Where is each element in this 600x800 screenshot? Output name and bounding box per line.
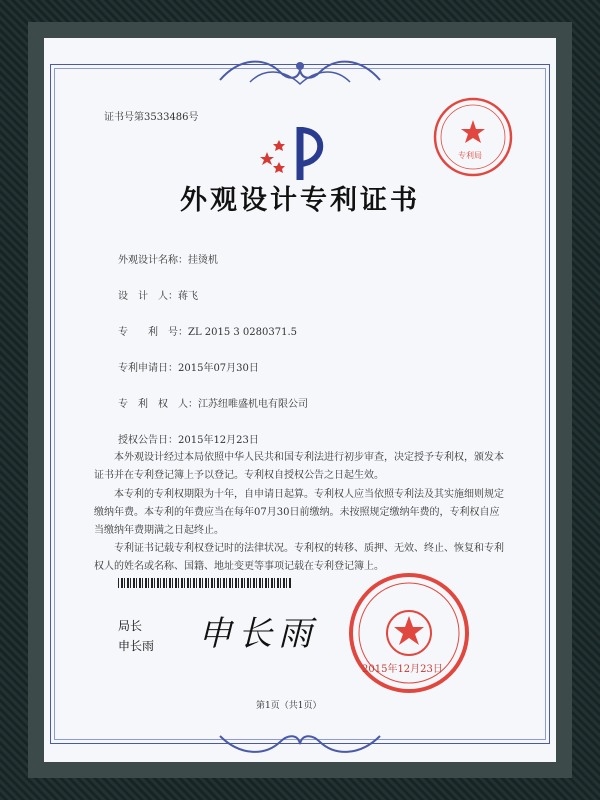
field-designer (118, 287, 198, 302)
field-label: 专 利 号： (118, 327, 188, 338)
body-paragraph-1: 本外观设计经过本局依照中华人民共和国专利法进行初步审查，决定授予专利权，颁发本证书并在专利登记簿上予以登记。专利权自授权公告之日起生效。 (94, 452, 504, 481)
director-name: 申长雨 (118, 639, 155, 653)
patent-office-logo-icon (255, 122, 335, 182)
field-patentee (118, 395, 308, 410)
body-paragraph-2: 本专利的专利权期限为十年，自申请日起算。专利权人应当依照专利法及其实施细则规定缴纳年费。本专利的年费应当在每年07月30日前缴纳。未按照规定缴纳年费的，专利权自应当缴纳年费期满之日起终止。 (94, 489, 504, 536)
seal-date: 2015年12月23日 (362, 664, 443, 675)
director-title: 局长 (118, 619, 143, 633)
field-label: 外观设计名称： (118, 255, 188, 266)
field-design-name (118, 251, 218, 266)
field-label: 授权公告日： (118, 435, 178, 446)
field-label: 设 计 人： (118, 291, 178, 302)
page-footer: 第1页（共1页） (256, 701, 322, 711)
small-seal-text: 专利局 (458, 151, 482, 160)
field-filing-date (118, 359, 259, 374)
field-value: ZL 2015 3 0280371.5 (188, 327, 298, 338)
certificate-title: 外观设计专利证书 (180, 185, 420, 216)
bottom-ornament-icon (210, 730, 390, 760)
field-label: 专 利 权 人： (118, 399, 198, 410)
director-signature: 申长雨 (198, 614, 318, 654)
body-paragraph-3: 专利证书记载专利权登记时的法律状况。专利权的转移、质押、无效、终止、恢复和专利权人的姓名或名称、国籍、地址变更等事项记载在专利登记簿上。 (94, 543, 504, 572)
certificate-number: 证书号第3533486号 (104, 112, 199, 123)
field-value: 2015年07月30日 (178, 363, 259, 374)
field-patent-number (118, 323, 297, 338)
small-seal-icon (432, 96, 514, 178)
field-value: 挂烫机 (188, 255, 218, 266)
field-value: 蒋飞 (178, 291, 198, 302)
field-value: 2015年12月23日 (178, 435, 259, 446)
official-seal-icon (348, 572, 470, 694)
top-ornament-icon (210, 52, 390, 92)
field-value: 江苏纽唯盛机电有限公司 (198, 399, 308, 410)
barcode-icon (118, 578, 292, 588)
field-label: 专利申请日： (118, 363, 178, 374)
field-grant-date (118, 431, 259, 446)
